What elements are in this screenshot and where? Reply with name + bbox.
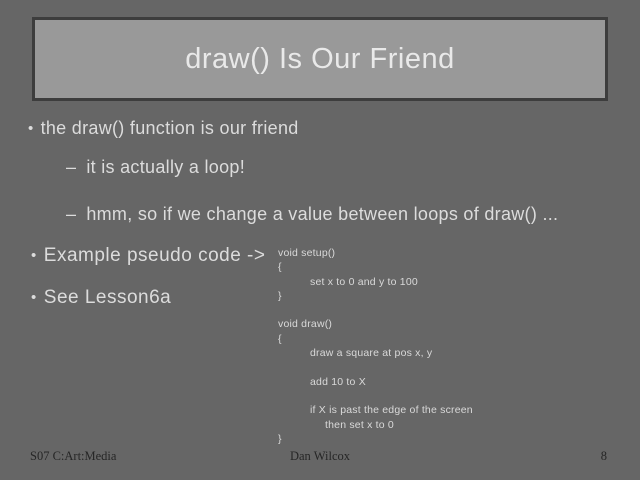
footer	[0, 449, 640, 465]
code-line: set x to 0 and y to 100	[310, 275, 418, 288]
code-line	[278, 389, 618, 403]
code-line: if X is past the edge of the screen	[310, 404, 473, 417]
bullet-text: See Lesson6a	[43, 287, 172, 308]
code-line: then set x to 0	[325, 418, 394, 431]
bullet-marker: –	[66, 157, 77, 177]
bullet-text: Example pseudo code ->	[43, 245, 266, 266]
code-line: draw a square at pos x, y	[310, 347, 433, 360]
title-box	[32, 17, 608, 101]
code-line	[278, 303, 618, 317]
bullet-marker: •	[28, 120, 34, 137]
code-line: }	[278, 289, 282, 302]
bullet-item	[28, 118, 299, 139]
code-line: {	[278, 261, 282, 274]
code-line	[278, 360, 618, 374]
footer-course-label: S07 C:Art:Media	[30, 449, 117, 463]
bullet-marker: –	[66, 204, 77, 224]
code-line: }	[278, 432, 282, 445]
bullet-text: hmm, so if we change a value between loops of draw() ...	[86, 204, 559, 224]
bullet-marker: •	[31, 289, 37, 306]
bullet-text: the draw() function is our friend	[40, 118, 299, 138]
bullet-text: it is actually a loop!	[86, 157, 245, 177]
pseudo-code-block	[278, 246, 618, 446]
code-line: {	[278, 332, 282, 345]
footer-author: Dan Wilcox	[289, 449, 351, 463]
code-line: void setup()	[278, 247, 336, 259]
bullet-item	[66, 157, 245, 178]
code-line: add 10 to X	[310, 375, 366, 388]
footer-page-number: 8	[600, 449, 607, 463]
bullet-marker: •	[31, 247, 37, 264]
slide-title: draw() Is Our Friend	[185, 42, 455, 75]
bullet-item	[31, 287, 171, 309]
bullet-item	[31, 245, 265, 267]
bullet-item	[66, 204, 558, 225]
code-line: void draw()	[278, 318, 333, 331]
